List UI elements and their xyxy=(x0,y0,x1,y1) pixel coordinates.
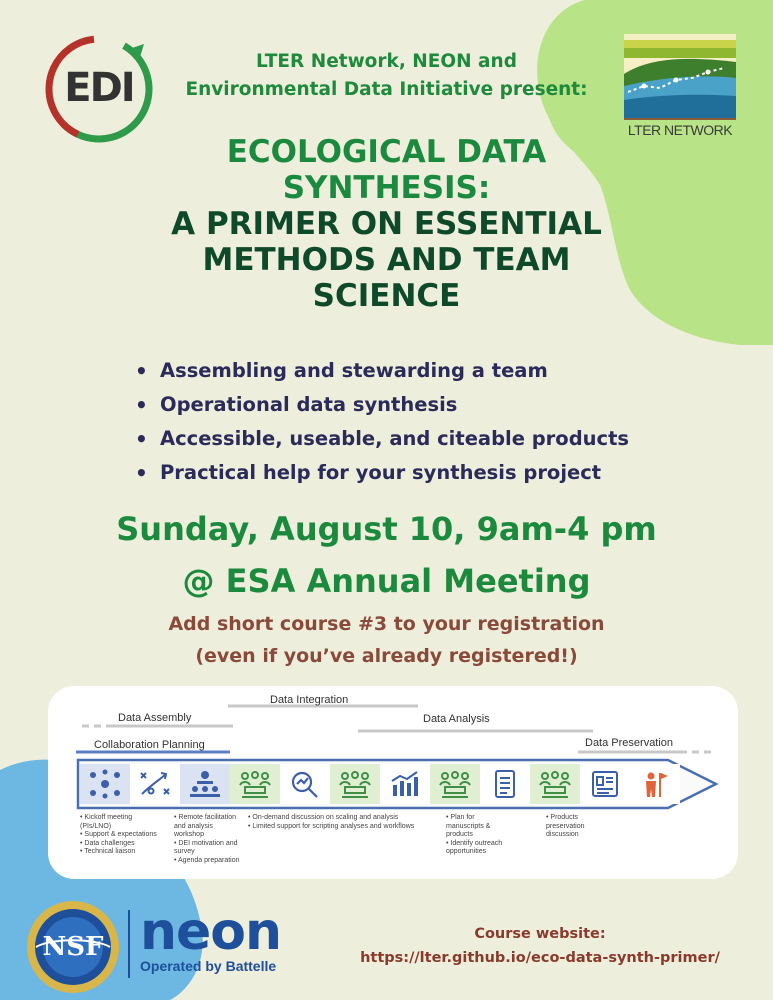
neon-logo xyxy=(140,904,281,974)
topic-list xyxy=(135,355,629,491)
report-icon xyxy=(580,764,630,804)
title-line-3: A PRIMER ON ESSENTIAL xyxy=(171,206,602,242)
event-datetime: Sunday, August 10, 9am-4 pm xyxy=(116,510,657,548)
course-title xyxy=(0,134,773,314)
nsf-logo-text: NSF xyxy=(42,932,104,962)
registration-note-line-1: Add short course #3 to your registration xyxy=(168,613,605,635)
nsf-logo xyxy=(26,900,120,994)
magnify-analysis-icon xyxy=(280,764,330,804)
title-line-2: SYNTHESIS: xyxy=(282,170,491,206)
neon-tagline: Operated by Battelle xyxy=(140,958,277,974)
logo-divider xyxy=(128,910,130,978)
org-chart-icon xyxy=(180,764,230,804)
neon-logo-text: neon xyxy=(140,902,282,962)
course-website xyxy=(330,922,750,970)
title-line-1: ECOLOGICAL DATA xyxy=(226,134,547,170)
topic-item: • Practical help for your synthesis project xyxy=(135,457,629,491)
topic-item: • Operational data synthesis xyxy=(135,389,629,423)
phase-collaboration-planning: Collaboration Planning xyxy=(94,739,205,751)
note-remote-workshop: • Remote facilitation and analysis workshop • DEI motivation and survey • Agenda preparation xyxy=(174,814,240,864)
edi-logo-text: EDI xyxy=(64,65,134,111)
phase-data-analysis: Data Analysis xyxy=(423,713,490,725)
title-line-4: METHODS AND TEAM xyxy=(202,242,571,278)
course-website-label: Course website: xyxy=(474,926,606,942)
phase-data-assembly: Data Assembly xyxy=(118,712,192,724)
event-details xyxy=(0,503,773,607)
workflow-diagram xyxy=(48,686,738,879)
event-venue: @ ESA Annual Meeting xyxy=(182,562,591,600)
topic-item: • Accessible, useable, and citeable products xyxy=(135,423,629,457)
note-plan: • Plan for manuscripts & products • Identify outreach opportunities xyxy=(446,814,503,855)
phase-data-integration: Data Integration xyxy=(270,694,349,706)
team-meeting-icon xyxy=(530,764,580,804)
note-on-demand: • On-demand discussion on scaling and analysis • Limited support for scripting analyses and workflows xyxy=(248,814,415,830)
presenters xyxy=(0,48,773,104)
title-line-5: SCIENCE xyxy=(312,278,461,314)
team-meeting-icon xyxy=(330,764,380,804)
bar-chart-icon xyxy=(380,764,430,804)
course-website-url[interactable]: https://lter.github.io/eco-data-synth-primer/ xyxy=(360,950,720,966)
presenters-line-2: Environmental Data Initiative present: xyxy=(185,79,588,100)
lter-logo-text: LTER NETWORK xyxy=(627,122,733,138)
team-meeting-icon xyxy=(430,764,480,804)
topic-item: • Assembling and stewarding a team xyxy=(135,355,629,389)
registration-note xyxy=(0,608,773,672)
registration-note-line-2: (even if you’ve already registered!) xyxy=(195,645,578,667)
note-kickoff: • Kickoff meeting (PIs/LNO) • Support & expectations • Data challenges • Technical liaison xyxy=(80,814,157,855)
team-meeting-icon xyxy=(230,764,280,804)
presenters-line-1: LTER Network, NEON and xyxy=(256,51,517,72)
team-network-icon xyxy=(80,764,130,804)
note-products: • Products preservation discussion xyxy=(546,814,585,838)
phase-data-preservation: Data Preservation xyxy=(585,737,674,749)
document-icon xyxy=(480,764,530,804)
person-flag-icon xyxy=(630,764,680,804)
strategy-icon xyxy=(130,764,180,804)
